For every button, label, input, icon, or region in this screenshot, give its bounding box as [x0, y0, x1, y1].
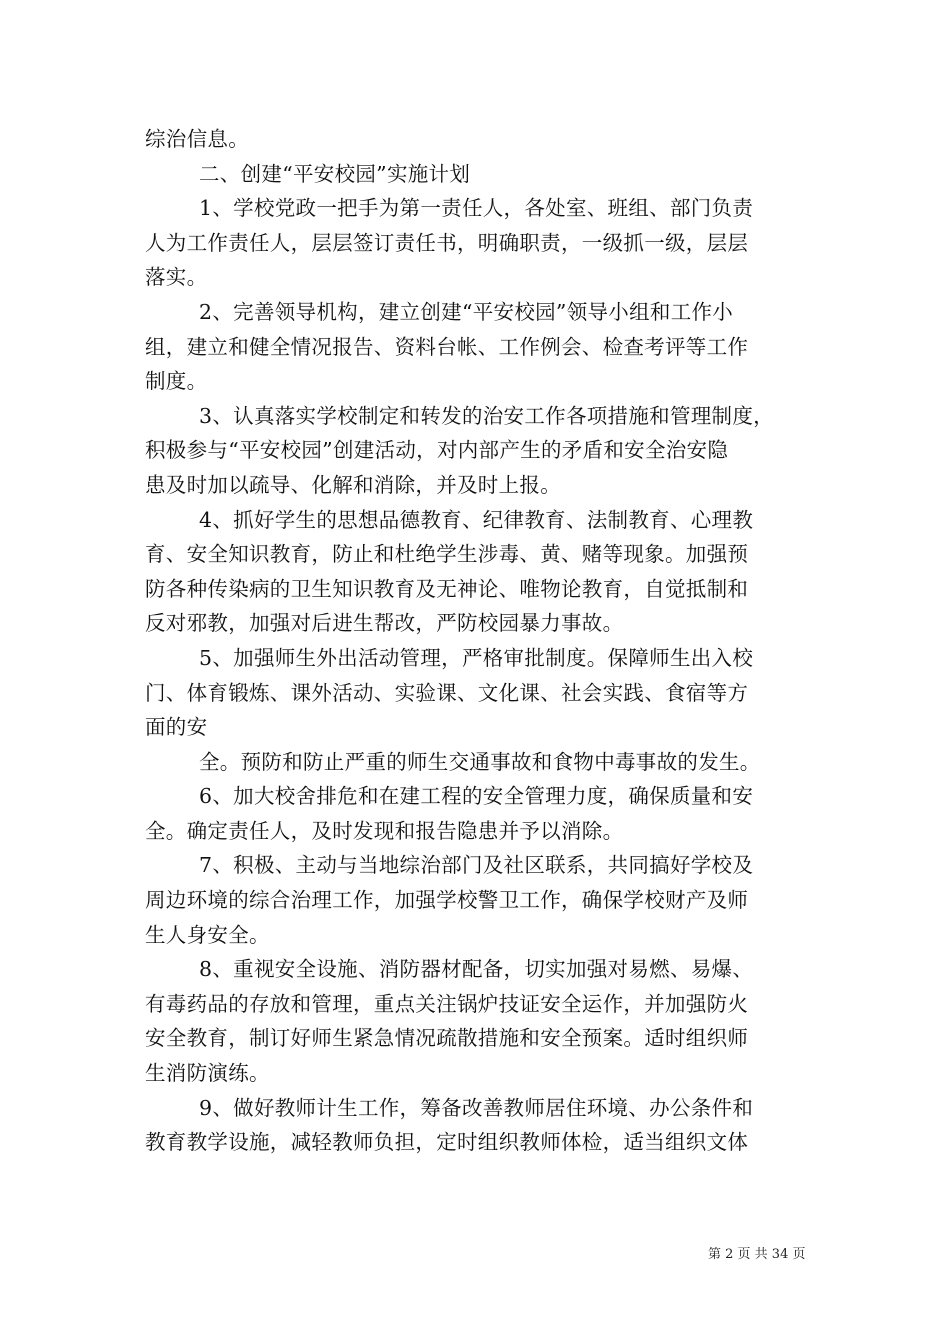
text-line: 综治信息。 [145, 127, 249, 151]
text-line: 6、加大校舍排危和在建工程的安全管理力度，确保质量和安 [199, 784, 754, 809]
text-line: 二、创建“平安校园”实施计划 [199, 161, 471, 186]
text-line: 生人身安全。 [145, 922, 270, 947]
text-line: 生消防演练。 [145, 1061, 270, 1086]
text-line: 育、安全知识教育，防止和杜绝学生涉毒、黄、赌等现象。加强预 [145, 542, 749, 567]
text-line: 制度。 [145, 369, 208, 394]
text-line: 反对邪教，加强对后进生帮改，严防校园暴力事故。 [145, 611, 624, 636]
document-body [145, 122, 807, 1160]
text-line: 面的安 [145, 715, 208, 740]
text-line: 安全教育，制订好师生紧急情况疏散措施和安全预案。适时组织师 [145, 1026, 749, 1051]
text-line: 患及时加以疏导、化解和消除，并及时上报。 [145, 472, 561, 497]
text-line: 1、学校党政一把手为第一责任人，各处室、班组、部门负责 [199, 196, 754, 221]
text-line: 周边环境的综合治理工作，加强学校警卫工作，确保学校财产及师 [145, 888, 749, 913]
text-line: 4、抓好学生的思想品德教育、纪律教育、法制教育、心理教 [199, 507, 754, 532]
text-line: 防各种传染病的卫生知识教育及无神论、唯物论教育，自觉抵制和 [145, 576, 749, 601]
text-line: 积极参与“平安校园”创建活动，对内部产生的矛盾和安全治安隐 [145, 438, 729, 463]
text-line: 3、认真落实学校制定和转发的治安工作各项措施和管理制度， [199, 403, 774, 428]
text-line: 组，建立和健全情况报告、资料台帐、工作例会、检查考评等工作 [145, 334, 749, 359]
text-line: 5、加强师生外出活动管理，严格审批制度。保障师生出入校 [199, 645, 754, 670]
text-line: 9、做好教师计生工作，筹备改善教师居住环境、办公条件和 [199, 1095, 754, 1120]
text-line: 人为工作责任人，层层签订责任书，明确职责，一级抓一级，层层 [145, 230, 749, 255]
text-line: 有毒药品的存放和管理，重点关注锅炉技证安全运作，并加强防火 [145, 991, 749, 1016]
text-line: 全。确定责任人，及时发现和报告隐患并予以消除。 [145, 818, 624, 843]
text-line: 门、体育锻炼、课外活动、实验课、文化课、社会实践、食宿等方 [145, 680, 749, 705]
text-line: 全。预防和防止严重的师生交通事故和食物中毒事故的发生。 [199, 749, 761, 774]
text-line: 落实。 [145, 265, 208, 290]
text-line: 2、完善领导机构，建立创建“平安校园”领导小组和工作小 [199, 299, 734, 324]
page-number-footer: 第 2 页 共 34 页 [708, 1247, 806, 1262]
text-line: 教育教学设施，减轻教师负担，定时组织教师体检，适当组织文体 [145, 1130, 749, 1155]
text-line: 7、积极、主动与当地综治部门及社区联系，共同搞好学校及 [199, 853, 754, 878]
text-line: 8、重视安全设施、消防器材配备，切实加强对易燃、易爆、 [199, 957, 754, 982]
